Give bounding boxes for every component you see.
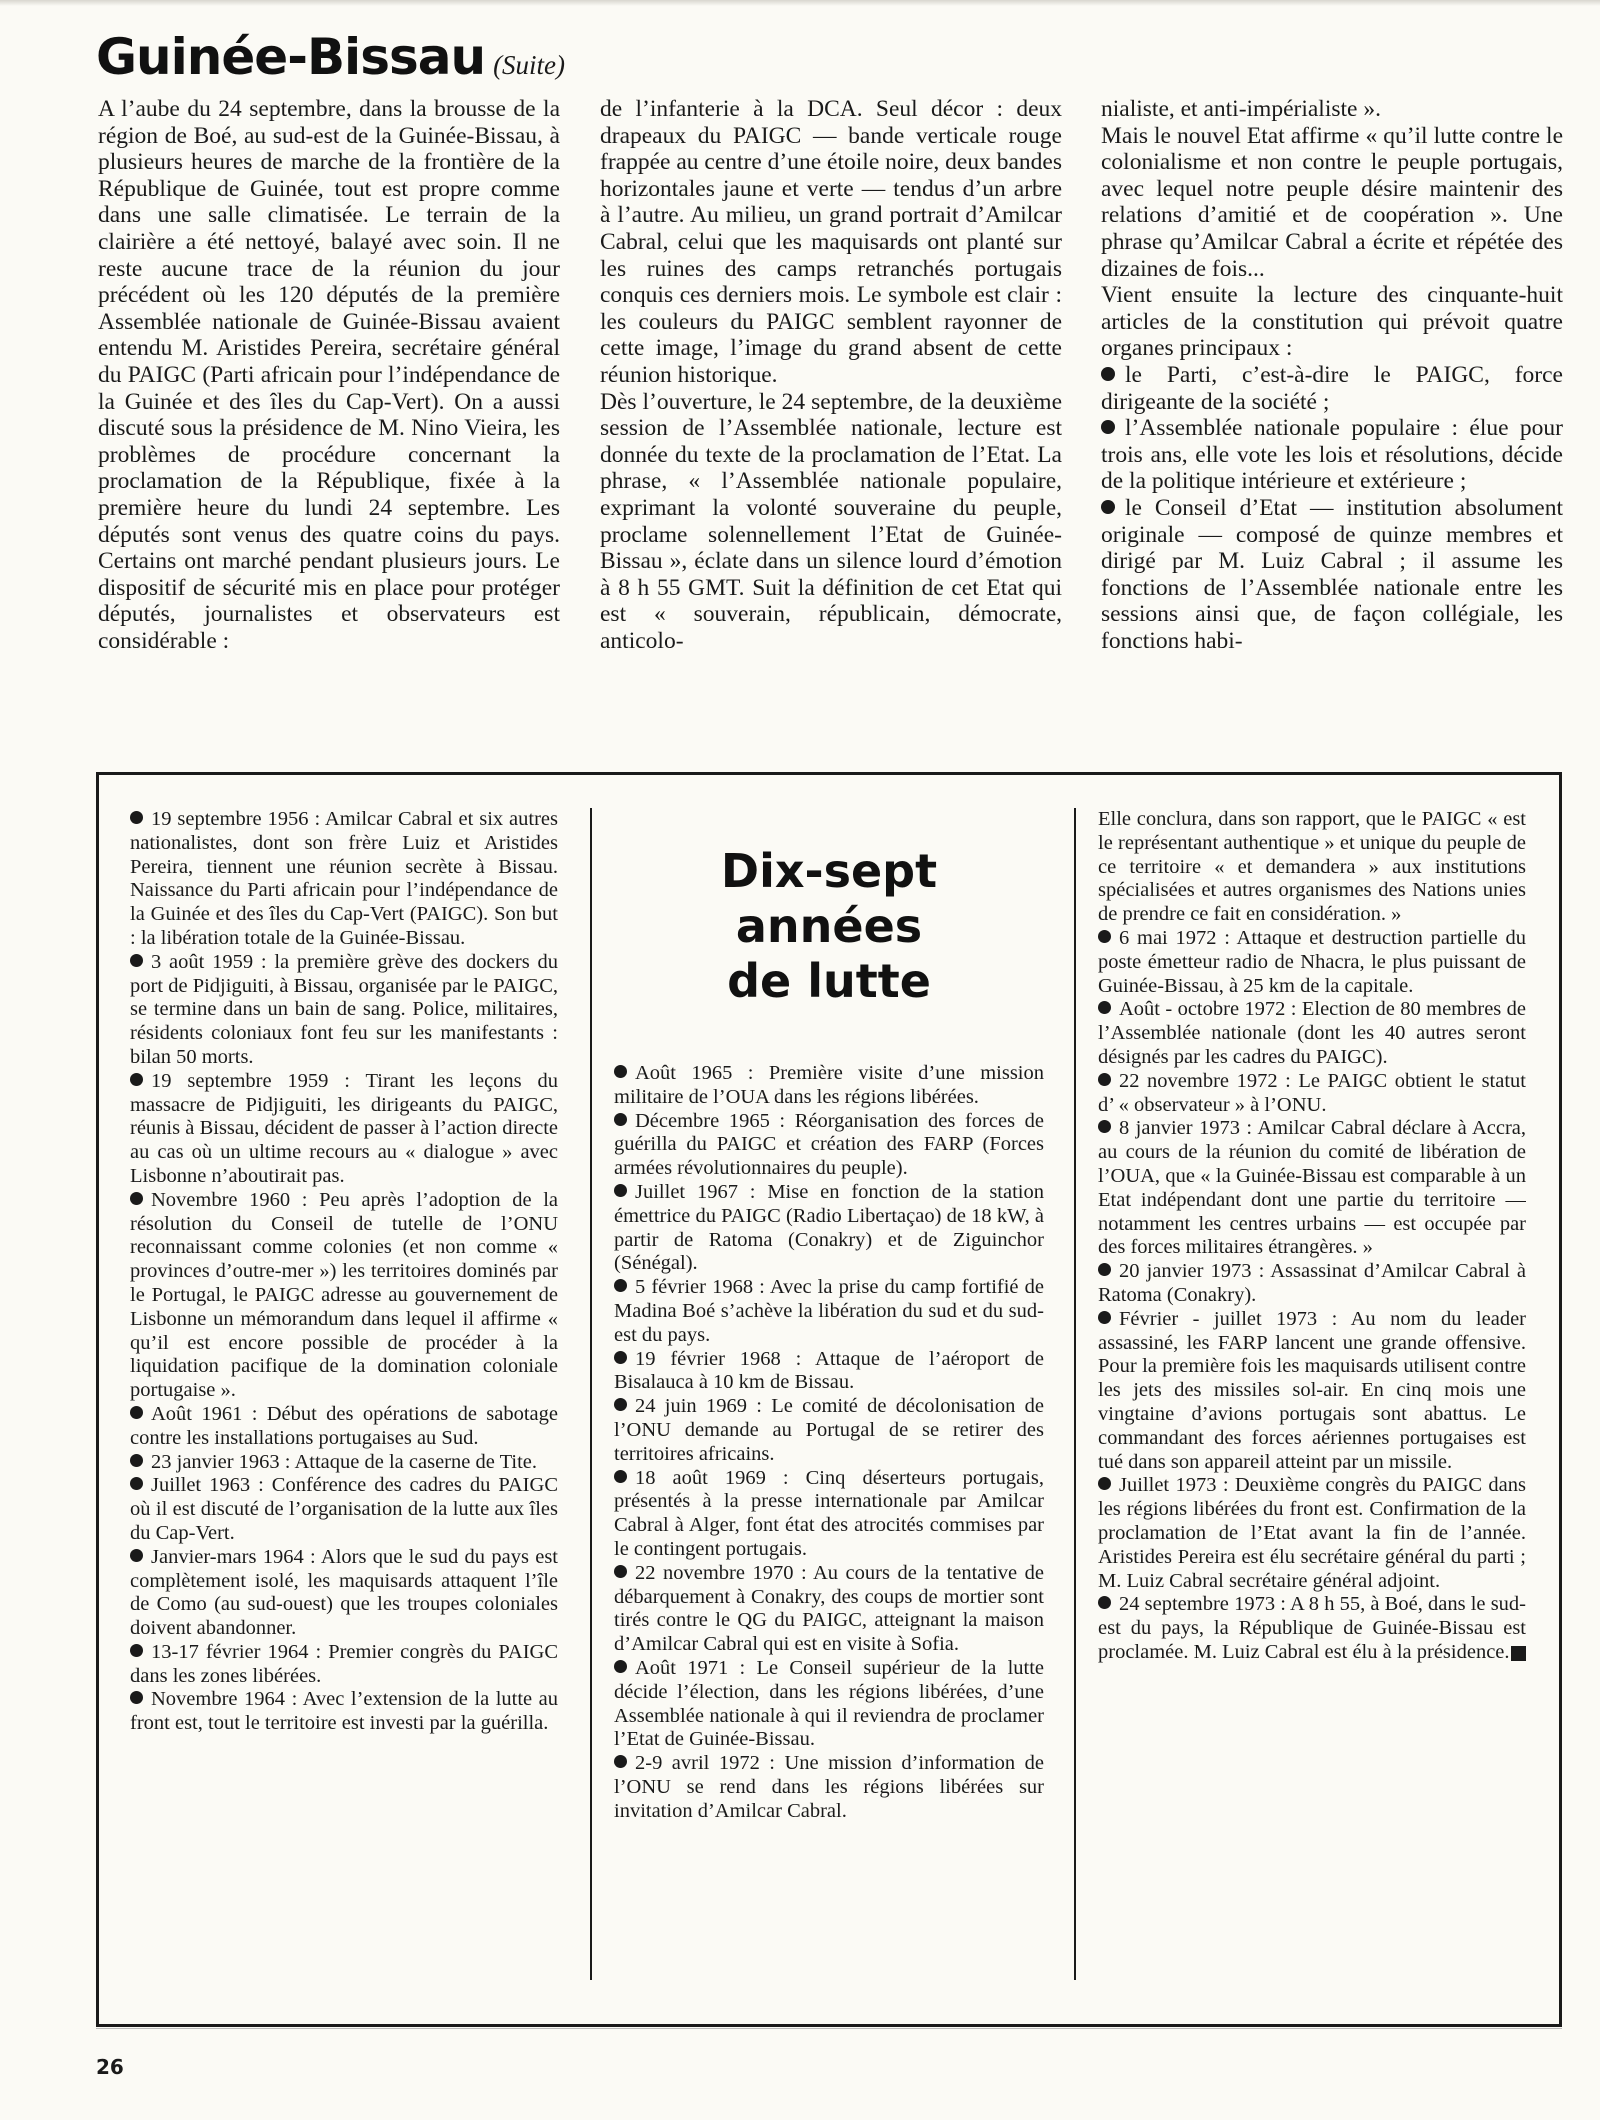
bullet-icon xyxy=(130,1454,143,1467)
bullet-icon xyxy=(130,1073,143,1086)
bullet-icon xyxy=(1098,1001,1111,1014)
timeline-entry: Août - octobre 1972 : Election de 80 membres de l’Assemblée nationale (dont les 40 autres seront désignés par les cadres du PAIGC). xyxy=(1098,998,1526,1068)
bullet-icon xyxy=(614,1279,627,1292)
timeline-entry: 3 août 1959 : la première grève des dockers du port de Pidjiguiti, à Bissau, organisée par le PAIGC, se termine dans un bain de sang. Police, militaires, résidents coloniaux font feu sur les manifestants : bilan 50 morts. xyxy=(130,950,558,1068)
bullet-icon xyxy=(614,1660,627,1673)
bullet-icon xyxy=(614,1351,627,1364)
timeline-entry: 20 janvier 1973 : Assassinat d’Amilcar Cabral à Ratoma (Conakry). xyxy=(1098,1260,1526,1306)
timeline-column-1 xyxy=(130,808,558,1988)
page-number: 26 xyxy=(96,2055,124,2079)
article-column-3 xyxy=(1101,96,1563,746)
article-paragraph: Mais le nouvel Etat affirme « qu’il lutte contre le colonialisme et non contre le peuple portugais, avec lequel notre peuple désire maintenir des relations d’amitié et de coopération ». Une phrase qu’Amilcar Cabral a écrite et répétée des dizaines de fois... xyxy=(1101,122,1563,282)
timeline-entry: 5 février 1968 : Avec la prise du camp fortifié de Madina Boé s’achève la libération du sud et du sud-est du pays. xyxy=(614,1276,1044,1346)
bullet-icon xyxy=(1101,367,1115,381)
bottom-rule xyxy=(96,2028,1562,2029)
bullet-icon xyxy=(1101,500,1115,514)
bullet-icon xyxy=(130,1691,143,1704)
article-column-2 xyxy=(600,96,1062,746)
bullet-icon xyxy=(1098,1477,1111,1490)
timeline-paragraph: Elle conclura, dans son rapport, que le PAIGC « est le représentant authentique » et unique du peuple de ce territoire « et demandera » aux institutions spécialisées et autres organismes des Nations unies de prendre ce fait en considération. » xyxy=(1098,808,1526,926)
article-paragraph: Vient ensuite la lecture des cinquante-huit articles de la constitution qui prévoit quatre organes principaux : xyxy=(1101,282,1563,362)
timeline-entry: Novembre 1964 : Avec l’extension de la lutte au front est, tout le territoire est investi par la guérilla. xyxy=(130,1688,558,1735)
list-item: le Conseil d’Etat — institution absolument originale — composé de quinze membres et dirigé par M. Luiz Cabral ; il assume les fonctions de l’Assemblée nationale entre les sessions ainsi que, de façon collégiale, les fonctions habi- xyxy=(1101,494,1563,654)
timeline-entry: 19 septembre 1959 : Tirant les leçons du massacre de Pidjiguiti, les dirigeants du PAIGC, réunis à Bissau, décident de passer à l’action directe au cas où un ultime recours au « dialogue » avec Lisbonne n’aboutirait pas. xyxy=(130,1069,558,1187)
heading-title: Guinée-Bissau xyxy=(96,28,486,86)
bullet-icon xyxy=(130,1644,143,1657)
article-paragraph: A l’aube du 24 septembre, dans la brousse de la région de Boé, au sud-est de la Guinée-Bissau, à plusieurs heures de marche de la frontière de la République de Guinée, tout est propre comme dans une salle climatisée. Le terrain de la clairière a été nettoyé, balayé avec soin. Il ne reste aucune trace de la réunion du jour précédent où les 120 députés de la première Assemblée nationale de Guinée-Bissau avaient entendu M. Aristides Pereira, secrétaire général du PAIGC (Parti africain pour l’indépendance de la Guinée et des îles du Cap-Vert). On a aussi discuté sous la présidence de M. Nino Vieira, les problèmes de procédure concernant la proclamation de la République, fixée à la première heure du lundi 24 septembre. Les députés sont venus des quatre coins du pays. Certains ont marché pendant plusieurs jours. Le dispositif de sécurité mis en place pour protéger députés, journalistes et observateurs est considérable : xyxy=(98,96,560,654)
bullet-icon xyxy=(614,1113,627,1126)
bullet-icon xyxy=(614,1184,627,1197)
timeline-entry: 18 août 1969 : Cinq déserteurs portugais, présentés à la presse internationale par Amilcar Cabral à Alger, font état des atrocités commises par le contingent portugais. xyxy=(614,1466,1044,1560)
bullet-icon xyxy=(130,954,143,967)
timeline-entry: 13-17 février 1964 : Premier congrès du PAIGC dans les zones libérées. xyxy=(130,1640,558,1687)
bullet-icon xyxy=(130,811,143,824)
top-edge xyxy=(0,0,1600,6)
timeline-entry: Décembre 1965 : Réorganisation des forces de guérilla du PAIGC et création des FARP (Forces armées révolutionnaires du peuple). xyxy=(614,1109,1044,1180)
bullet-icon xyxy=(1098,930,1111,943)
bullet-icon xyxy=(614,1755,627,1768)
article-paragraph: de l’infanterie à la DCA. Seul décor : deux drapeaux du PAIGC — bande verticale rouge frappée au centre d’une étoile noire, deux bandes horizontales jaune et verte — tendus d’un arbre à l’autre. Au milieu, un grand portrait d’Amilcar Cabral, celui que les maquisards ont planté sur les ruines des camps retranchés portugais conquis ces derniers mois. Le symbole est clair : les couleurs du PAIGC semblent rayonner de cette image, l’image du grand absent de cette réunion historique. xyxy=(600,96,1062,388)
bullet-icon xyxy=(130,1477,143,1490)
timeline-entry: 24 septembre 1973 : A 8 h 55, à Boé, dans le sud-est du pays, la République de Guinée-Bissau est proclamée. M. Luiz Cabral est élu à la présidence. xyxy=(1098,1593,1526,1663)
bullet-icon xyxy=(1098,1596,1111,1609)
heading-suite: (Suite) xyxy=(493,50,566,80)
bullet-icon xyxy=(130,1192,143,1205)
bullet-icon xyxy=(130,1549,143,1562)
timeline-entry: 22 novembre 1970 : Au cours de la tentative de débarquement à Conakry, des coups de mortier sont tirés contre le QG du PAIGC, atteignant la maison d’Amilcar Cabral qui est en visite à Sofia. xyxy=(614,1561,1044,1656)
timeline-entry: 22 novembre 1972 : Le PAIGC obtient le statut d’ « observateur » à l’ONU. xyxy=(1098,1069,1526,1116)
column-divider xyxy=(1074,808,1076,1980)
list-item: l’Assemblée nationale populaire : élue pour trois ans, elle vote les lois et résolutions, décide de la politique intérieure et extérieure ; xyxy=(1101,415,1563,495)
timeline-entry: 23 janvier 1963 : Attaque de la caserne de Tite. xyxy=(130,1451,558,1475)
article-paragraph: nialiste, et anti-impérialiste ». xyxy=(1101,96,1381,122)
bullet-icon xyxy=(614,1565,627,1578)
timeline-entry: Août 1971 : Le Conseil supérieur de la lutte décide l’élection, dans les régions libérées, d’une Assemblée nationale à qui il reviendra de proclamer l’Etat de Guinée-Bissau. xyxy=(614,1656,1044,1751)
timeline-title: Dix-sept années de lutte xyxy=(720,844,938,1008)
timeline-entry: Juillet 1967 : Mise en fonction de la station émettrice du PAIGC (Radio Libertaçao) de 18 kW, à partir de Ratoma (Conakry) et de Ziguinchor (Sénégal). xyxy=(614,1180,1044,1275)
timeline-entry: Février - juillet 1973 : Au nom du leader assassiné, les FARP lancent une grande offensive. Pour la première fois les maquisards utilisent contre les jets des missiles sol-air. En cinq mois une vingtaine d’avions portugais sont abattus. Le commandant des forces aériennes portugaises est tué dans son appareil atteint par un missile. xyxy=(1098,1307,1526,1473)
timeline-entry: Novembre 1960 : Peu après l’adoption de la résolution du Conseil de tutelle de l’ONU reconnaissant comme colonies (et non comme « provinces d’outre-mer ») les territoires dominés par le Portugal, le PAIGC adresse au gouvernement de Lisbonne un mémorandum dans lequel il affirme « qu’il est encore possible de procéder à la liquidation pacifique de la domination coloniale portugaise ». xyxy=(130,1188,558,1402)
bullet-icon xyxy=(614,1065,627,1078)
timeline-entry: Juillet 1963 : Conférence des cadres du PAIGC où il est discuté de l’organisation de la lutte aux îles du Cap-Vert. xyxy=(130,1474,558,1544)
timeline-entry: Août 1961 : Début des opérations de sabotage contre les installations portugaises au Sud. xyxy=(130,1402,558,1449)
timeline-entry: 19 septembre 1956 : Amilcar Cabral et six autres nationalistes, dont son frère Luiz et Aristides Pereira, tiennent une réunion secrète à Bissau. Naissance du Parti africain pour l’indépendance de la Guinée et des îles du Cap-Vert (PAIGC). Son but : la libération totale de la Guinée-Bissau. xyxy=(130,808,558,949)
bullet-icon xyxy=(614,1398,627,1411)
column-divider xyxy=(590,808,592,1980)
timeline-entry: 2-9 avril 1972 : Une mission d’information de l’ONU se rend dans les régions libérées sur invitation d’Amilcar Cabral. xyxy=(614,1752,1044,1822)
bullet-icon xyxy=(1098,1311,1111,1324)
timeline-column-2 xyxy=(614,1062,1044,1992)
page-heading xyxy=(96,28,565,86)
list-item: le Parti, c’est-à-dire le PAIGC, force dirigeante de la société ; xyxy=(1101,361,1563,415)
timeline-entry: 24 juin 1969 : Le comité de décolonisation de l’ONU demande au Portugal de se retirer des territoires africains. xyxy=(614,1395,1044,1465)
bullet-icon xyxy=(1098,1120,1111,1133)
timeline-entry: Janvier-mars 1964 : Alors que le sud du pays est complètement isolé, les maquisards attaquent l’île de Como (au sud-ouest) que les troupes coloniales doivent abandonner. xyxy=(130,1545,558,1640)
end-mark-icon xyxy=(1511,1646,1526,1661)
bullet-icon xyxy=(1101,420,1115,434)
timeline-entry: 6 mai 1972 : Attaque et destruction partielle du poste émetteur radio de Nhacra, le plus puissant de Guinée-Bissau, à 25 km de la capitale. xyxy=(1098,926,1526,997)
timeline-entry: Août 1965 : Première visite d’une mission militaire de l’OUA dans les régions libérées. xyxy=(614,1062,1044,1108)
bullet-icon xyxy=(130,1406,143,1419)
bullet-icon xyxy=(614,1470,627,1483)
article-paragraph: Dès l’ouverture, le 24 septembre, de la deuxième session de l’Assemblée nationale, lecture est donnée du texte de la proclamation de l’Etat. La phrase, « l’Assemblée nationale populaire, exprimant la volonté souveraine du peuple, proclame solennellement l’Etat de Guinée-Bissau », éclate dans un silence lourd d’émotion à 8 h 55 GMT. Suit la définition de cet Etat qui est « souverain, républicain, démocrate, anticolo- xyxy=(600,388,1062,654)
timeline-column-3 xyxy=(1098,808,1526,1998)
timeline-entry: 19 février 1968 : Attaque de l’aéroport de Bisalauca à 10 km de Bissau. xyxy=(614,1347,1044,1394)
bullet-icon xyxy=(1098,1263,1111,1276)
bullet-icon xyxy=(1098,1073,1111,1086)
article-column-1 xyxy=(98,96,560,746)
timeline-entry: Juillet 1973 : Deuxième congrès du PAIGC dans les régions libérées du front est. Confirmation de la proclamation de l’Etat avant la fin de l’année. Aristides Pereira est élu secrétaire général du parti ; M. Luiz Cabral secrétaire général adjoint. xyxy=(1098,1474,1526,1592)
timeline-entry: 8 janvier 1973 : Amilcar Cabral déclare à Accra, au cours de la réunion du comité de libération de l’OUA, que « la Guinée-Bissau est comparable à un Etat indépendant dont une partie du territoire — notamment les centres urbains — est occupée par des forces militaires étrangères. » xyxy=(1098,1117,1526,1259)
